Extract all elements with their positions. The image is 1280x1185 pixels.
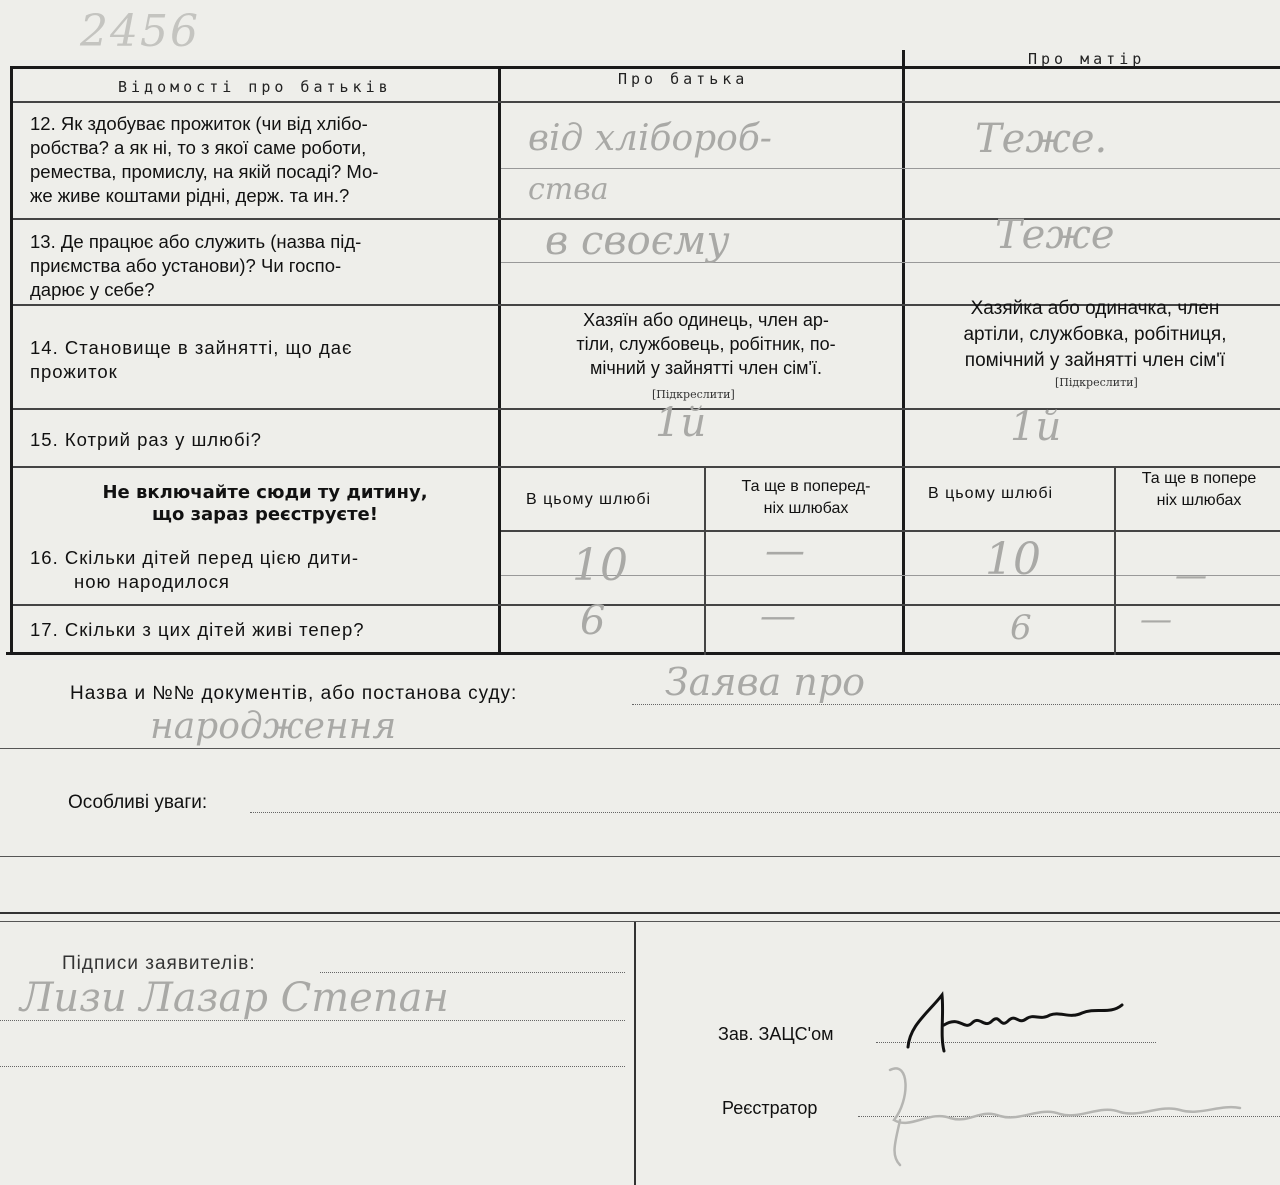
- q17-mother-prev: —: [1140, 600, 1172, 638]
- header-father: Про батька: [618, 70, 749, 88]
- q17-father-prev: —: [760, 596, 796, 637]
- q13-mother-answer: Теже: [995, 212, 1115, 258]
- documents-value-cont: народження: [150, 706, 397, 747]
- q16-note: Не включайте сюди ту дитину, що зараз реєструєте!: [102, 482, 428, 525]
- q16-mother-prev: —: [1175, 556, 1207, 594]
- table-left-border: [10, 66, 13, 655]
- q17-father-this: 6: [580, 598, 606, 644]
- question-15: 15. Котрий раз у шлюбі?: [30, 429, 262, 450]
- q12-mother-answer: Теже.: [975, 116, 1108, 162]
- applicants-signature: Лизи Лазар Степан: [20, 975, 449, 1021]
- q16-father-prev: —: [765, 528, 805, 574]
- q12-father-answer: від хлібороб-: [528, 118, 772, 159]
- remarks-label: Особливі уваги:: [68, 792, 208, 813]
- documents-label: Назва и №№ документів, або постанова суду:: [70, 683, 518, 704]
- q16-mother-this: 10: [985, 534, 1041, 585]
- question-16: 16. Скільки дітей перед цією дити- ною народилося: [30, 547, 360, 592]
- question-13: 13. Де працює або служить (назва під- приємства або установи)? Чи госпо- дарює у себе?: [30, 231, 362, 300]
- question-14: 14. Становище в зайнятті, що дає прожиток: [30, 337, 353, 382]
- header-info: Відомості про батьків: [118, 78, 392, 96]
- question-12: 12. Як здобуває прожиток (чи від хлібо- робства? а як ні, то з якої саме роботи, ремества, промислу, на якій посаді? Мо- же живе коштами рідні, держ. та ин.?: [30, 113, 379, 206]
- q15-mother-answer: 1й: [1010, 404, 1062, 450]
- q16-father-col-prev: Та ще в поперед- ніх шлюбах: [741, 478, 871, 517]
- registrar-label: Реєстратор: [722, 1098, 818, 1118]
- col-divider-mother: [902, 50, 905, 655]
- subcol-divider-father: [704, 466, 706, 655]
- signature-divider: [634, 922, 636, 1185]
- q17-mother-this: 6: [1010, 608, 1032, 648]
- q14-father-note: [Підкреслити]: [652, 388, 735, 401]
- documents-value: Заява про: [665, 660, 866, 704]
- q14-mother-note: [Підкреслити]: [1055, 376, 1138, 389]
- q12-father-answer-cont: ства: [528, 172, 609, 207]
- q14-father-options: Хазяїн або одинець, член ар- тіли, службовець, робітник, по- мічний у зайнятті член сім'ї.: [576, 310, 836, 378]
- q16-mother-col-this: В цьому шлюбі: [928, 485, 1054, 502]
- table-bottom-border: [6, 652, 1280, 655]
- applicants-signature-label: Підписи заявителів:: [62, 953, 256, 974]
- header-mother: Про матір: [1028, 50, 1146, 68]
- q16-father-this: 10: [572, 540, 628, 591]
- q13-father-answer: в своєму: [545, 218, 730, 264]
- question-17: 17. Скільки з цих дітей живі тепер?: [30, 619, 365, 640]
- page-number: 2456: [80, 6, 200, 57]
- q15-father-answer: 1й: [655, 400, 707, 446]
- q16-father-col-this: В цьому шлюбі: [526, 491, 652, 508]
- remarks-bottom-line: [0, 912, 1280, 914]
- subcol-divider-mother: [1114, 466, 1116, 655]
- q14-mother-options: Хазяйка або одиначка, член артіли, службовка, робітниця, помічний у зайнятті член сім'ї: [963, 298, 1227, 371]
- head-zags-label: Зав. ЗАЦС'ом: [718, 1024, 834, 1044]
- q16-mother-col-prev: Та ще в попере ніх шлюбах: [1141, 470, 1257, 509]
- col-divider-father: [498, 66, 501, 655]
